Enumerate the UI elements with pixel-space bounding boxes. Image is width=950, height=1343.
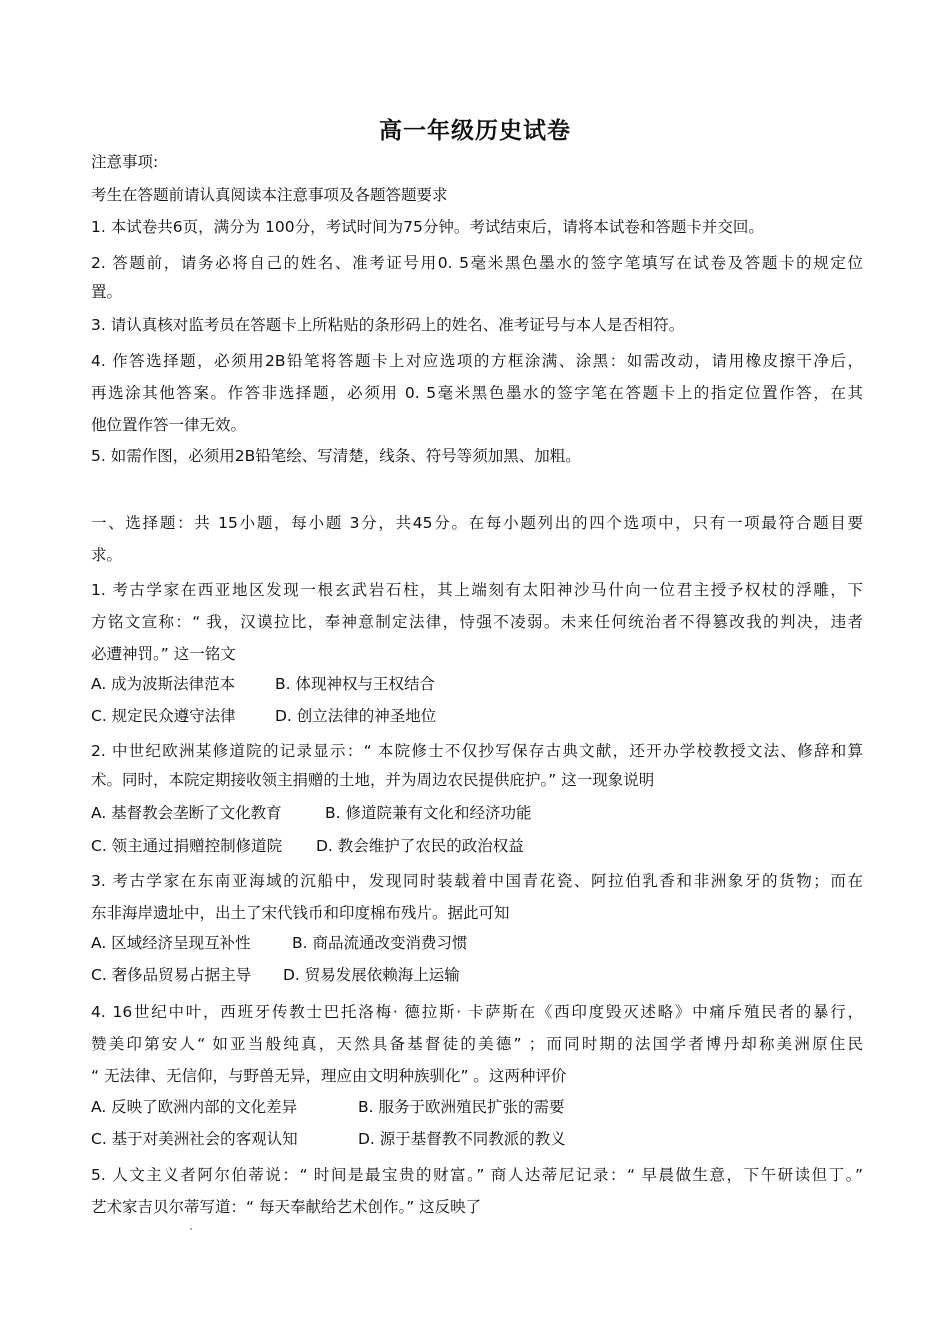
question-2-option-d: D. 教会维护了农民的政治权益	[316, 837, 524, 855]
question-4-stem-line-1: 4. 16世纪中叶，西班牙传教士巴托洛梅· 德拉斯· 卡萨斯在《西印度毁灭述略》中痛斥殖民者的暴行，	[91, 1003, 863, 1021]
section-header-line-2: 求。	[91, 546, 123, 564]
notice-item-4-line-3: 他位置作答一律无效。	[91, 416, 247, 434]
notice-intro: 考生在答题前请认真阅读本注意事项及各题答题要求	[91, 186, 448, 204]
question-3-option-d: D. 贸易发展依赖海上运输	[283, 966, 460, 984]
question-2-stem-line-1: 2. 中世纪欧洲某修道院的记录显示：“ 本院修士不仅抄写保存古典文献，还开办学校教授文法、修辞和算	[91, 742, 863, 760]
question-5-stem-line-2: 艺术家吉贝尔蒂写道：“ 每天奉献给艺术创作。” 这反映了	[91, 1198, 482, 1216]
question-2-option-a: A. 基督教会垄断了文化教育	[91, 804, 282, 822]
question-4-option-a: A. 反映了欧洲内部的文化差异	[91, 1098, 298, 1116]
question-5-stem-line-1: 5. 人文主义者阿尔伯蒂说：“ 时间是最宝贵的财富。” 商人达蒂尼记录：“ 早晨做生意，下午研读但丁。”	[91, 1166, 863, 1184]
question-3-option-b: B. 商品流通改变消费习惯	[292, 934, 468, 952]
question-4-option-c: C. 基于对美洲社会的客观认知	[91, 1130, 298, 1148]
question-1-option-a: A. 成为波斯法律范本	[91, 675, 236, 693]
question-4-option-d: D. 源于基督教不同教派的教义	[358, 1130, 566, 1148]
question-4-stem-line-2: 赞美印第安人“ 如亚当般纯真，天然具备基督徒的美德” ；而同时期的法国学者博丹却称美洲原住民	[91, 1035, 863, 1053]
notice-item-4-line-1: 4. 作答选择题，必须用2B铅笔将答题卡上对应选项的方框涂满、涂黑：如需改动，请用橡皮擦干净后，	[91, 352, 863, 370]
question-3-stem-line-1: 3. 考古学家在东南亚海域的沉船中，发现同时装载着中国青花瓷、阿拉伯乳香和非洲象牙的货物；而在	[91, 872, 863, 890]
question-2-option-c: C. 领主通过捐赠控制修道院	[91, 837, 283, 855]
question-1-option-c: C. 规定民众遵守法律	[91, 707, 236, 725]
notice-item-2-line-1: 2. 答题前，请务必将自己的姓名、准考证号用0. 5毫米黑色墨水的签字笔填写在试卷及答题卡的规定位	[91, 254, 863, 272]
notice-item-3: 3. 请认真核对监考员在答题卡上所粘贴的条形码上的姓名、准考证号与本人是否相符。	[91, 316, 685, 334]
notice-heading: 注意事项:	[91, 153, 159, 171]
question-3-option-a: A. 区域经济呈现互补性	[91, 934, 251, 952]
section-header-line-1: 一、选择题：共 15小题，每小题 3分，共45分。在每小题列出的四个选项中，只有一项最符合题目要	[91, 514, 863, 532]
notice-item-5: 5. 如需作图，必须用2B铅笔绘、写清楚，线条、符号等须加黑、加粗。	[91, 447, 581, 465]
stray-dot	[190, 1228, 192, 1230]
question-1-option-d: D. 创立法律的神圣地位	[275, 707, 437, 725]
question-2-option-b: B. 修道院兼有文化和经济功能	[325, 804, 532, 822]
question-4-option-b: B. 服务于欧洲殖民扩张的需要	[358, 1098, 565, 1116]
question-3-option-c: C. 奢侈品贸易占据主导	[91, 966, 252, 984]
question-1-option-b: B. 体现神权与王权结合	[275, 675, 435, 693]
notice-item-2-line-2: 置。	[91, 283, 123, 301]
notice-item-4-line-2: 再选涂其他答案。作答非选择题，必须用 0. 5毫米黑色墨水的签字笔在答题卡上的指定位置作答，在其	[91, 384, 863, 402]
question-1-stem-line-1: 1. 考古学家在西亚地区发现一根玄武岩石柱，其上端刻有太阳神沙马什向一位君主授予权杖的浮雕，下	[91, 581, 863, 599]
question-2-stem-line-2: 术。同时，本院定期接收领主捐赠的土地，并为周边农民提供庇护。” 这一现象说明	[91, 771, 655, 789]
question-1-stem-line-3: 必遭神罚。” 这一铭文	[91, 645, 236, 663]
page-title: 高一年级历史试卷	[379, 118, 571, 144]
question-3-stem-line-2: 东非海岸遗址中，出土了宋代钱币和印度棉布残片。据此可知	[91, 904, 510, 922]
notice-item-1: 1. 本试卷共6页，满分为 100分，考试时间为75分钟。考试结束后，请将本试卷和答题卡并交回。	[91, 218, 764, 236]
question-1-stem-line-2: 方铭文宣称：“ 我，汉谟拉比，奉神意制定法律，恃强不凌弱。未来任何统治者不得篡改我的判决，违者	[91, 613, 863, 631]
question-4-stem-line-3: “ 无法律、无信仰，与野兽无异，理应由文明种族驯化” 。这两种评价	[91, 1067, 567, 1085]
